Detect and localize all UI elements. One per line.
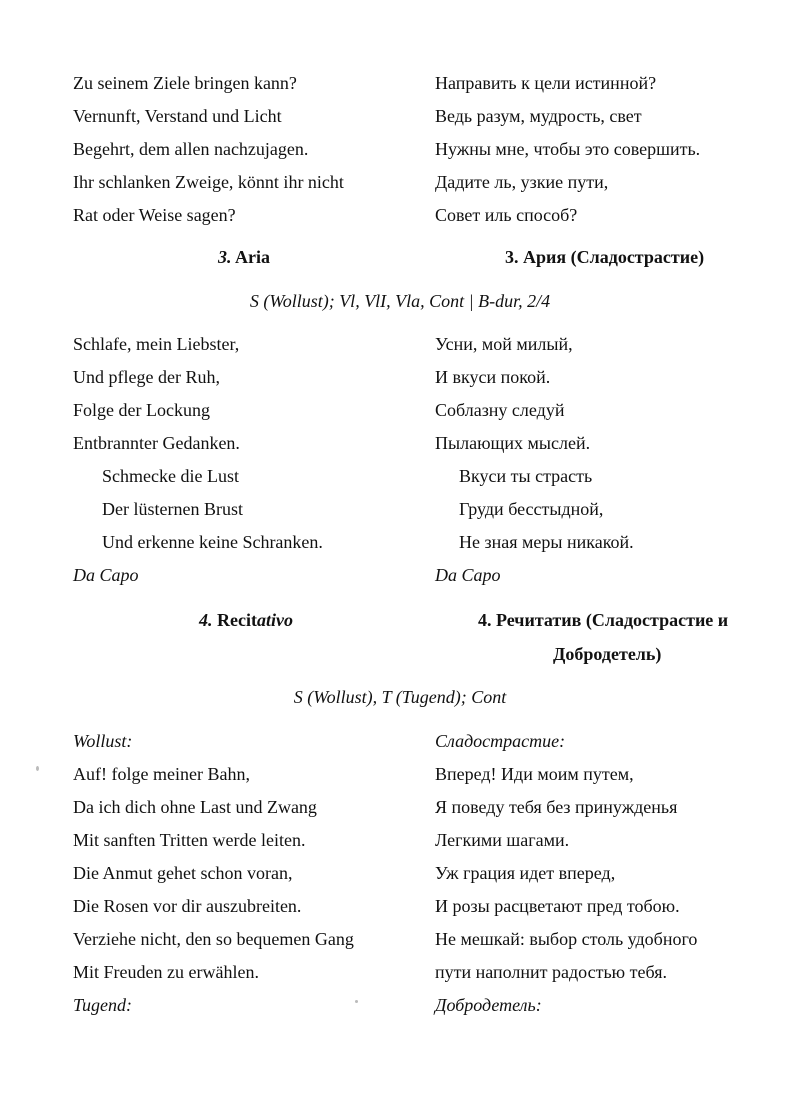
german-line: Folge der Lockung bbox=[73, 400, 210, 420]
russian-line: Усни, мой милый, bbox=[435, 334, 573, 354]
german-line: Schlafe, mein Liebster, bbox=[73, 334, 240, 354]
recitative-scoring: S (Wollust), T (Tugend); Cont bbox=[293, 687, 507, 707]
russian-line: Уж грация идет вперед, bbox=[435, 863, 616, 883]
german-column-recitative bbox=[73, 725, 413, 1022]
russian-line: Я поведу тебя без принужденья bbox=[435, 797, 678, 817]
german-line: Rat oder Weise sagen? bbox=[73, 205, 236, 225]
german-line: Da ich dich ohne Last und Zwang bbox=[73, 797, 317, 817]
russian-line: Нужны мне, чтобы это совершить. bbox=[435, 139, 701, 159]
scan-speck bbox=[355, 1000, 358, 1003]
recitative-title bbox=[217, 610, 293, 630]
recitative-number: 4. bbox=[199, 610, 213, 630]
russian-line: Совет иль способ? bbox=[435, 205, 578, 225]
german-line: Die Rosen vor dir auszubreiten. bbox=[73, 896, 302, 916]
da-capo-marker: Da Capo bbox=[435, 565, 501, 585]
german-line: Und pflege der Ruh, bbox=[73, 367, 220, 387]
german-line: Schmecke die Lust bbox=[102, 466, 239, 486]
german-line: Mit sanften Tritten werde leiten. bbox=[73, 830, 306, 850]
russian-column-recitative bbox=[435, 725, 780, 1022]
russian-line: Легкими шагами. bbox=[435, 830, 570, 850]
german-column-aria bbox=[73, 328, 413, 592]
recitative-heading-german bbox=[199, 604, 293, 637]
scan-speck bbox=[36, 766, 39, 771]
german-line: Begehrt, dem allen nachzujagen. bbox=[73, 139, 309, 159]
russian-line: Пылающих мыслей. bbox=[435, 433, 591, 453]
aria-heading-german bbox=[218, 241, 270, 274]
russian-line: Вперед! Иди моим путем, bbox=[435, 764, 634, 784]
german-line: Ihr schlanken Zweige, könnt ihr nicht bbox=[73, 172, 344, 192]
aria-scoring: S (Wollust); Vl, VlI, Vla, Cont | B-dur, 2/4 bbox=[249, 291, 551, 311]
german-column-recitative-end bbox=[73, 67, 413, 232]
speaker-label: Tugend: bbox=[73, 995, 133, 1015]
german-line: Die Anmut gehet schon voran, bbox=[73, 863, 293, 883]
russian-line: Не зная меры никакой. bbox=[459, 532, 634, 552]
russian-line: И розы расцветают пред тобою. bbox=[435, 896, 680, 916]
aria-title: Aria bbox=[235, 247, 271, 267]
german-line: Und erkenne keine Schranken. bbox=[102, 532, 323, 552]
russian-line: Ведь разум, мудрость, свет bbox=[435, 106, 642, 126]
da-capo-marker: Da Capo bbox=[73, 565, 139, 585]
russian-line: И вкуси покой. bbox=[435, 367, 551, 387]
german-line: Vernunft, Verstand und Licht bbox=[73, 106, 282, 126]
recitative-title-part: Recit bbox=[217, 610, 257, 630]
russian-line: Дадите ль, узкие пути, bbox=[435, 172, 609, 192]
russian-line: Вкуси ты страсть bbox=[459, 466, 593, 486]
aria-heading-russian: 3. Ария (Сладострастие) bbox=[505, 247, 705, 267]
aria-number: 3. bbox=[218, 247, 232, 267]
russian-column-aria bbox=[435, 328, 780, 592]
recitative-heading-russian-line2: Добродетель) bbox=[553, 644, 662, 664]
russian-line: Не мешкай: выбор столь удобного bbox=[435, 929, 698, 949]
german-line: Entbrannter Gedanken. bbox=[73, 433, 240, 453]
recitative-heading-russian-line1: 4. Речитатив (Сладострастие и bbox=[478, 610, 729, 630]
russian-column-recitative-end bbox=[435, 67, 780, 232]
german-line: Zu seinem Ziele bringen kann? bbox=[73, 73, 297, 93]
russian-line: пути наполнит радостью тебя. bbox=[435, 962, 667, 982]
russian-line: Соблазну следуй bbox=[435, 400, 565, 420]
german-line: Auf! folge meiner Bahn, bbox=[73, 764, 250, 784]
speaker-label: Wollust: bbox=[73, 731, 133, 751]
german-line: Verziehe nicht, den so bequemen Gang bbox=[73, 929, 354, 949]
russian-line: Груди бесстыдной, bbox=[459, 499, 604, 519]
german-line: Mit Freuden zu erwählen. bbox=[73, 962, 259, 982]
recitative-title-part-italic: ativo bbox=[256, 610, 293, 630]
speaker-label: Добродетель: bbox=[435, 995, 542, 1015]
russian-line: Направить к цели истинной? bbox=[435, 73, 657, 93]
german-line: Der lüsternen Brust bbox=[102, 499, 243, 519]
speaker-label: Сладострастие: bbox=[435, 731, 566, 751]
